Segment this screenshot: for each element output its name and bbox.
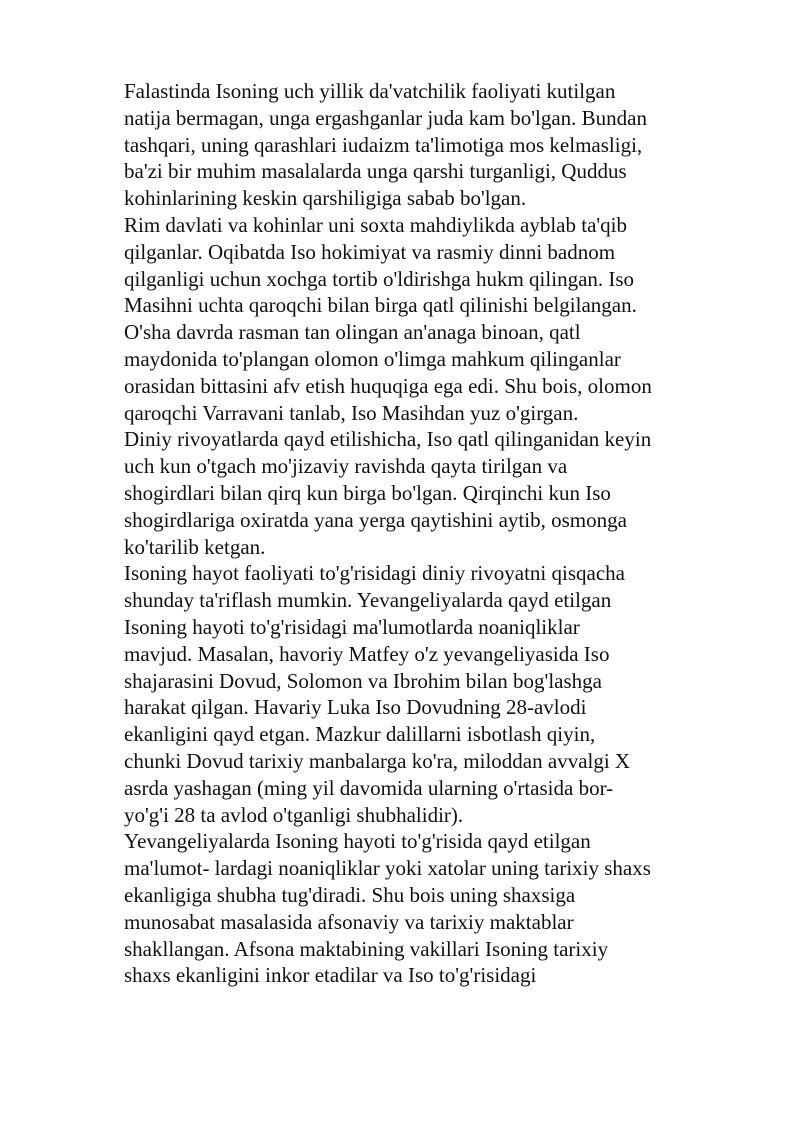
text-line: ko'tarilib ketgan. [124,534,266,559]
text-line: kohinlarining keskin qarshiligiga sabab bo'lgan. [124,186,527,211]
text-line: natija bermagan, unga ergashganlar juda kam bo'lgan. Bundan [124,105,647,130]
text-line: munosabat masalasida afsonaviy va tarixiy maktablar [124,909,574,934]
text-line: shaxs ekanligini inkor etadilar va Iso to'g'risidagi [124,963,537,988]
text-line: maydonida to'plangan olomon o'limga mahkum qilinganlar [124,346,621,371]
text-line: Masihni uchta qaroqchi bilan birga qatl qilinishi belgilangan. [124,293,637,318]
text-line: Isoning hayoti to'g'risidagi ma'lumotlarda noaniqliklar [124,614,580,639]
text-line: harakat qilgan. Havariy Luka Iso Dovudning 28-avlodi [124,695,587,720]
text-line: qaroqchi Varravani tanlab, Iso Masihdan yuz o'girgan. [124,400,579,425]
text-line: mavjud. Masalan, havoriy Matfey o'z yevangeliyasida Iso [124,641,610,666]
text-line: ekanligiga shubha tug'diradi. Shu bois uning shaxsiga [124,882,576,907]
text-line: Yevangeliyalarda Isoning hayoti to'g'risida qayd etilgan [124,829,591,854]
text-line: Isoning hayot faoliyati to'g'risidagi diniy rivoyatni qisqacha [124,561,625,586]
text-line: O'sha davrda rasman tan olingan an'anaga binoan, qatl [124,320,581,345]
text-line: qilganlar. Oqibatda Iso hokimiyat va rasmiy dinni badnom [124,239,616,264]
text-line: Falastinda Isoning uch yillik da'vatchilik faoliyati kutilgan [124,79,616,103]
text-line: ekanligini qayd etgan. Mazkur dalillarni isbotlash qiyin, [124,722,596,747]
text-line: shogirdlari bilan qirq kun birga bo'lgan. Qirqinchi kun Iso [124,480,611,505]
text-line: orasidan bittasini afv etish huquqiga ega edi. Shu bois, olomon [124,373,652,398]
text-line: chunki Dovud tarixiy manbalarga ko'ra, miloddan avvalgi X [124,748,631,773]
text-line: yo'g'i 28 ta avlod o'tganligi shubhalidir). [124,802,464,827]
text-line: qilganligi uchun xochga tortib o'ldirishga hukm qilingan. Iso [124,266,635,291]
text-line: uch kun o'tgach mo'jizaviy ravishda qayta tirilgan va [124,454,568,479]
text-line: shogirdlariga oxiratda yana yerga qaytishini aytib, osmonga [124,507,627,532]
text-line: Diniy rivoyatlarda qayd etilishicha, Iso qatl qilinganidan keyin [124,427,652,452]
text-line: shunday ta'riflash mumkin. Yevangeliyalarda qayd etilgan [124,588,612,613]
text-line: Rim davlati va kohinlar uni soxta mahdiylikda ayblab ta'qib [124,212,628,237]
text-line: tashqari, uning qarashlari iudaizm ta'limotiga mos kelmasligi, [124,132,643,157]
document-page [124,78,724,989]
text-line: ba'zi bir muhim masalalarda unga qarshi turganligi, Quddus [124,159,627,184]
text-line: ma'lumot- lardagi noaniqliklar yoki xatolar uning tarixiy shaxs [124,856,651,881]
text-line: shakllangan. Afsona maktabining vakillari Isoning tarixiy [124,936,609,961]
text-line: shajarasini Dovud, Solomon va Ibrohim bilan bog'lashga [124,668,602,693]
text-line: asrda yashagan (ming yil davomida ularning o'rtasida bor- [124,775,614,800]
